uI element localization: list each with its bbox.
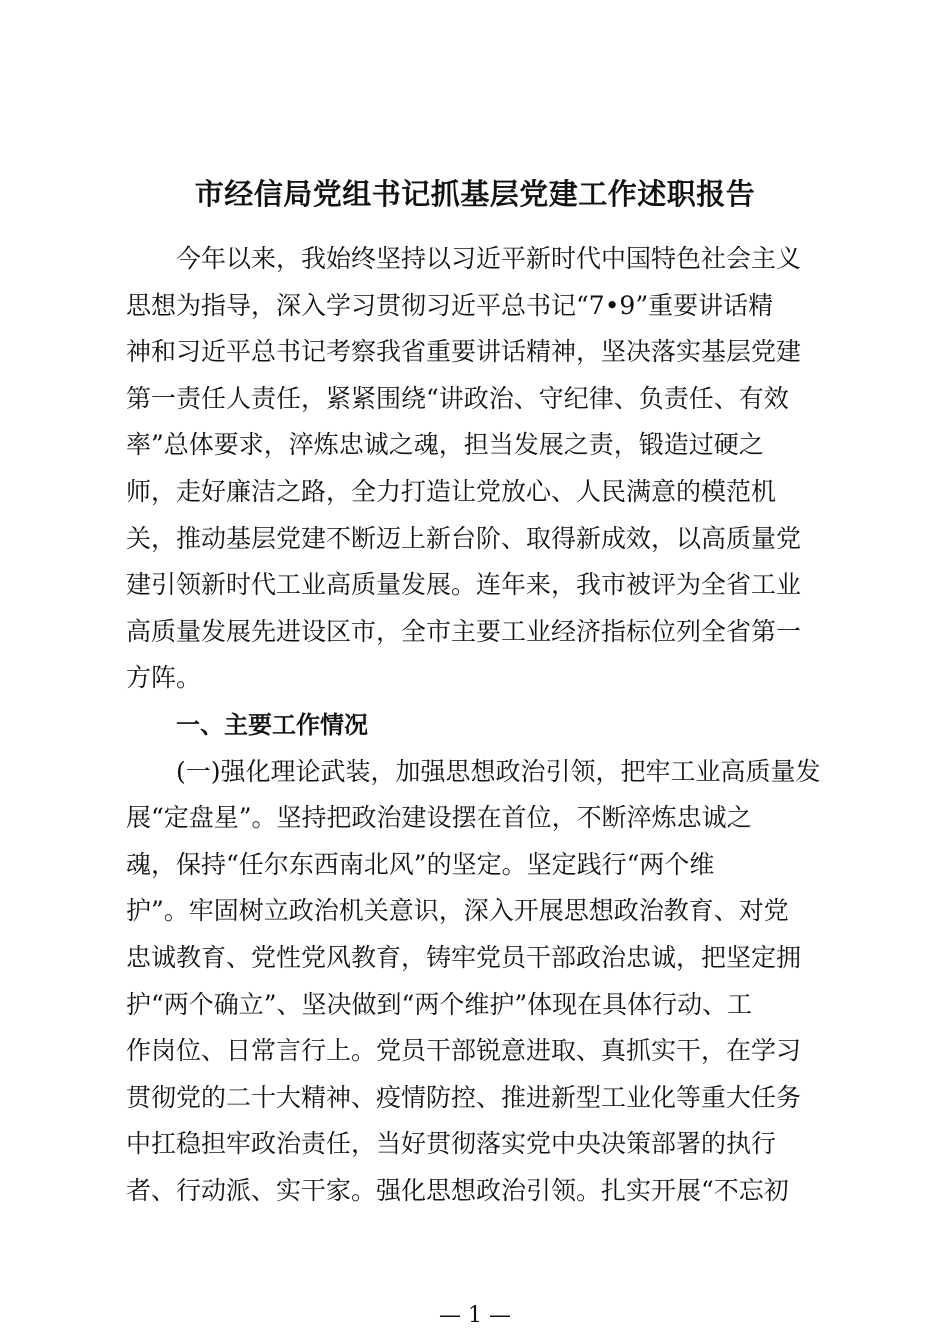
paragraph-intro-line-8: 建引领新时代工业高质量发展。连年来，我市被评为全省工业 xyxy=(126,570,802,600)
section-heading: 一、主要工作情况 xyxy=(176,710,368,739)
paragraph-1-line-10: 者、行动派、实干家。强化思想政治引领。扎实开展“不忘初 xyxy=(126,1175,789,1205)
paragraph-intro-line-6: 师，走好廉洁之路，全力打造让党放心、人民满意的模范机 xyxy=(126,476,777,506)
paragraph-1-line-8: 贯彻党的二十大精神、疫情防控、推进新型工业化等重大任务 xyxy=(126,1082,802,1112)
paragraph-1-line-7: 作岗位、日常言行上。党员干部锐意进取、真抓实干，在学习 xyxy=(126,1036,802,1066)
paragraph-intro-line-10: 方阵。 xyxy=(126,663,202,693)
paragraph-intro-line-9: 高质量发展先进设区市，全市主要工业经济指标位列全省第一 xyxy=(126,616,802,646)
paragraph-intro-line-7: 关，推动基层党建不断迈上新台阶、取得新成效，以高质量党 xyxy=(126,523,802,553)
paragraph-intro-line-5: 率”总体要求，淬炼忠诚之魂，担当发展之责，锻造过硬之 xyxy=(126,430,764,460)
paragraph-intro-line-1: 今年以来，我始终坚持以习近平新时代中国特色社会主义 xyxy=(176,244,802,273)
paragraph-intro-line-3: 神和习近平总书记考察我省重要讲话精神，坚决落实基层党建 xyxy=(126,337,802,367)
paragraph-1-line-5: 忠诚教育、党性党风教育，铸牢党员干部政治忠诚，把坚定拥 xyxy=(126,942,802,972)
paragraph-1-line-3: 魂，保持“任尔东西南北风”的坚定。坚定践行“两个维 xyxy=(126,849,715,879)
document-body xyxy=(126,236,826,1214)
paragraph-1-line-2: 展“定盘星”。坚持把政治建设摆在首位，不断淬炼忠诚之 xyxy=(126,803,752,833)
paragraph-1-line-1: (一)强化理论武装，加强思想政治引领，把牢工业高质量发 xyxy=(176,756,821,786)
paragraph-intro-line-4: 第一责任人责任，紧紧围绕“讲政治、守纪律、负责任、有效 xyxy=(126,383,789,413)
paragraph-1-line-9: 中扛稳担牢政治责任，当好贯彻落实党中央决策部署的执行 xyxy=(126,1129,777,1159)
paragraph-1-line-6: 护“两个确立”、坚决做到“两个维护”体现在具体行动、工 xyxy=(126,989,753,1019)
document-title: 市经信局党组书记抓基层党建工作述职报告 xyxy=(194,177,756,211)
paragraph-1-line-4: 护”。牢固树立政治机关意识，深入开展思想政治教育、对党 xyxy=(126,896,789,926)
page-number: — 1 — xyxy=(439,1303,511,1328)
paragraph-intro-line-2: 思想为指导，深入学习贯彻习近平总书记“7•9”重要讲话精 xyxy=(126,290,774,320)
